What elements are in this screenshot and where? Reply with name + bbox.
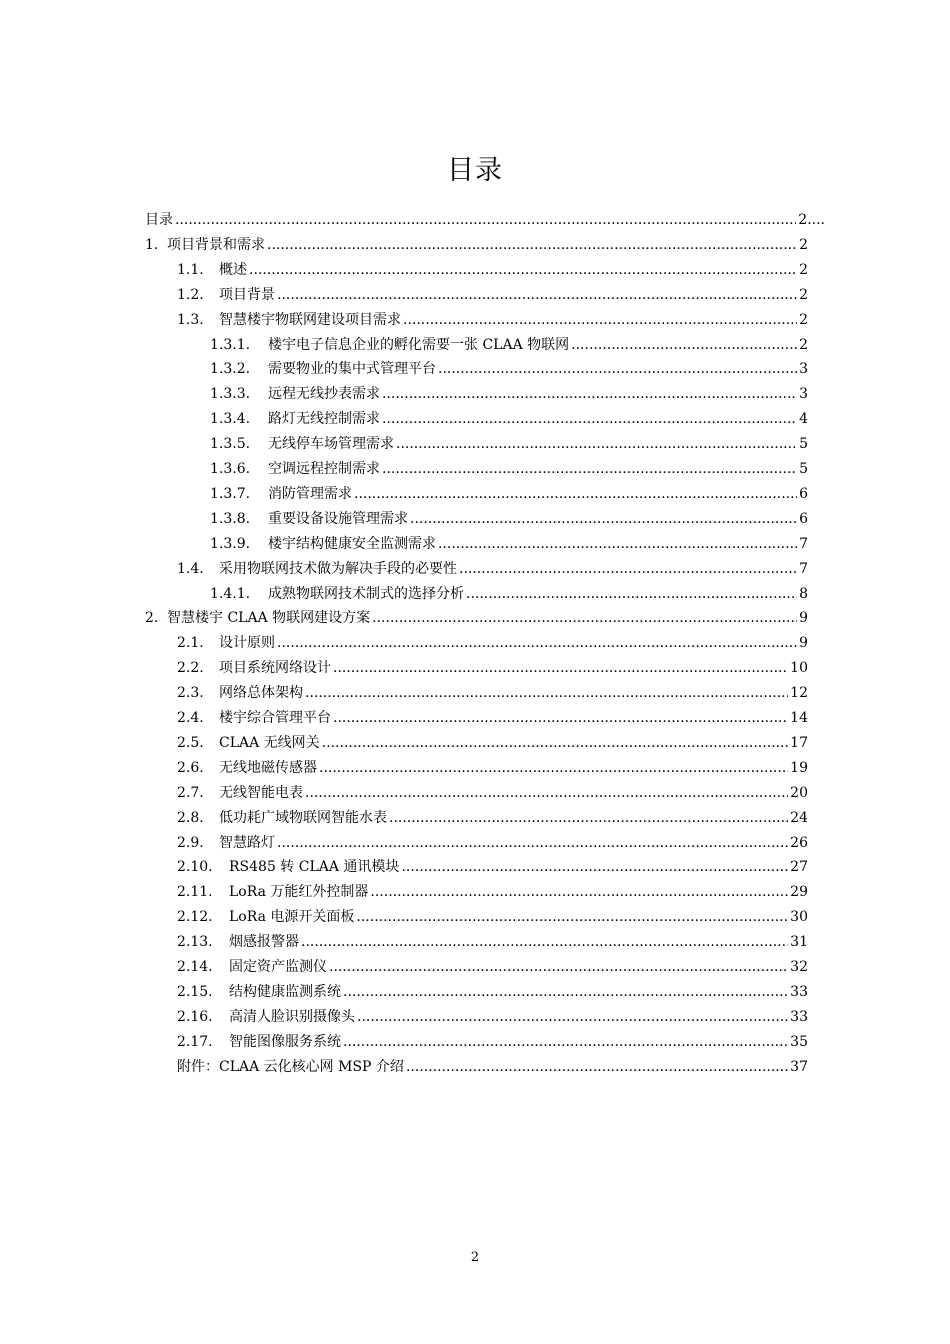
toc-entry-page: 12	[790, 685, 808, 702]
toc-entry-title: LoRa 万能红外控制器	[229, 884, 369, 901]
toc-entry-title: 消防管理需求	[268, 485, 352, 502]
toc-entry[interactable]	[177, 927, 808, 951]
toc-leader-dots	[343, 1033, 788, 1051]
toc-entry-title: 固定资产监测仪	[229, 959, 327, 975]
toc-entry-number: 2.12.	[177, 909, 213, 926]
toc-leader-dots	[301, 933, 788, 951]
toc-entry-title: 无线停车场管理需求	[268, 436, 394, 453]
toc-leader-dots	[305, 684, 788, 702]
toc-entry-title: 智慧楼宇 CLAA 物联网建设方案	[167, 610, 371, 627]
toc-entry-page: 6	[799, 485, 808, 502]
toc-entry[interactable]	[177, 255, 808, 279]
toc-leader-dots	[372, 609, 797, 627]
toc-entry[interactable]	[177, 554, 808, 578]
toc-entry-number: 1.1.	[177, 261, 204, 278]
toc-entry[interactable]	[177, 803, 808, 827]
toc-entry-number: 2.8.	[177, 809, 204, 826]
toc-entry[interactable]	[210, 529, 808, 553]
toc-leader-dots	[277, 286, 797, 304]
toc-entry-page: 19	[790, 759, 808, 776]
toc-entry-number: 2.14.	[177, 959, 213, 975]
toc-entry[interactable]	[210, 429, 808, 453]
toc-entry[interactable]	[177, 753, 808, 777]
toc-entry[interactable]	[177, 628, 808, 652]
toc-entry-page: 26	[790, 834, 808, 851]
toc-leader-dots	[305, 784, 788, 802]
toc-entry-title: 楼宇综合管理平台	[219, 710, 331, 726]
toc-entry-page: 37	[790, 1058, 808, 1075]
toc-entry-page: 35	[790, 1033, 808, 1050]
toc-entry-number: 1.3.	[177, 311, 204, 328]
toc-entry-page: 3	[799, 386, 808, 403]
toc-entry-number: 2.6.	[177, 759, 204, 776]
toc-entry-number: 2.5.	[177, 734, 204, 751]
toc-entry[interactable]	[210, 454, 808, 478]
toc-entry-page: 9	[799, 635, 808, 652]
toc-entry-title: 楼宇结构健康安全监测需求	[268, 535, 436, 552]
toc-entry-title: 路灯无线控制需求	[268, 411, 380, 428]
toc-entry[interactable]	[210, 354, 808, 378]
toc-entry-title: 项目系统网络设计	[219, 660, 331, 677]
toc-entry-title: 项目背景和需求	[167, 236, 265, 253]
toc-entry-page: 31	[790, 934, 808, 951]
toc-leader-dots	[438, 360, 797, 378]
toc-entry-title: 附件：CLAA 云化核心网 MSP 介绍	[177, 1058, 404, 1075]
toc-entry-number: 2.2.	[177, 660, 204, 677]
toc-leader-dots	[329, 958, 788, 976]
toc-entry-page: 2....	[798, 212, 825, 228]
toc-leader-dots	[357, 1008, 788, 1026]
toc-entry[interactable]	[177, 778, 808, 802]
toc-leader-dots	[356, 908, 788, 926]
toc-entry-title: 需要物业的集中式管理平台	[268, 361, 436, 378]
toc-entry-page: 4	[799, 411, 808, 428]
toc-entry-title: 无线地磁传感器	[219, 759, 317, 776]
toc-entry-page: 30	[790, 909, 808, 926]
toc-entry-number: 1.3.8.	[210, 510, 251, 527]
toc-leader-dots	[382, 410, 797, 428]
toc-entry-number: 2.15.	[177, 983, 213, 1000]
toc-entry[interactable]	[177, 852, 808, 876]
toc-leader-dots	[343, 983, 788, 1001]
toc-entry-title: 无线智能电表	[219, 784, 303, 801]
toc-entry-number: 1.3.2.	[210, 361, 251, 378]
toc-entry[interactable]	[177, 280, 808, 304]
toc-leader-dots	[382, 385, 797, 403]
toc-entry-title: 概述	[219, 261, 247, 278]
toc-entry-number: 1.3.1.	[210, 336, 251, 353]
toc-leader-dots	[267, 236, 797, 254]
toc-leader-dots	[466, 585, 797, 603]
toc-entry[interactable]	[177, 678, 808, 702]
toc-entry-title: 成熟物联网技术制式的选择分析	[268, 585, 464, 602]
toc-entry[interactable]	[145, 230, 808, 254]
toc-entry-number: 1.4.1.	[210, 585, 251, 602]
toc-entry-title: RS485 转 CLAA 通讯模块	[229, 859, 400, 876]
toc-entry-page: 20	[790, 784, 808, 801]
toc-entry-page: 14	[790, 710, 808, 726]
toc-entry-title: 智慧路灯	[219, 834, 275, 851]
toc-leader-dots	[410, 510, 797, 528]
toc-leader-dots	[277, 834, 788, 852]
toc-entry-page: 5	[799, 461, 808, 477]
toc-entry-title: 采用物联网技术做为解决手段的必要性	[219, 560, 457, 577]
toc-leader-dots	[319, 759, 788, 777]
toc-entry-title: CLAA 无线网关	[219, 734, 320, 751]
toc-entry-title: 楼宇电子信息企业的孵化需要一张 CLAA 物联网	[268, 336, 570, 353]
toc-entry[interactable]	[177, 1027, 808, 1051]
toc-leader-dots	[277, 634, 797, 652]
toc-entry[interactable]	[210, 504, 808, 528]
toc-entry-page: 5	[799, 436, 808, 453]
toc-entry-number: 2.	[145, 610, 159, 627]
toc-entry[interactable]	[177, 703, 808, 727]
toc-entry[interactable]	[177, 728, 808, 752]
toc-entry[interactable]	[177, 1052, 808, 1076]
toc-leader-dots	[370, 883, 788, 901]
toc-leader-dots	[403, 311, 797, 329]
toc-entry[interactable]	[210, 479, 808, 503]
toc-entry-title: 网络总体架构	[219, 685, 303, 702]
toc-entry-number: 1.3.7.	[210, 485, 251, 502]
toc-entry-page: 29	[790, 884, 808, 901]
toc-entry-page: 2	[799, 336, 808, 353]
toc-entry-title: 高清人脸识别摄像头	[229, 1008, 355, 1025]
toc-entry[interactable]	[177, 977, 808, 1001]
toc-entry[interactable]	[210, 379, 808, 403]
toc-entry-page: 6	[799, 510, 808, 527]
toc-entry[interactable]	[177, 1002, 808, 1026]
toc-entry-number: 2.4.	[177, 710, 204, 726]
toc-entry-page: 2	[799, 311, 808, 328]
toc-entry-number: 1.	[145, 236, 159, 253]
toc-entry-number: 2.9.	[177, 834, 204, 851]
toc-entry-number: 2.11.	[177, 884, 213, 901]
toc-entry[interactable]	[177, 952, 808, 976]
toc-entry-number: 2.16.	[177, 1008, 213, 1025]
toc-entry-title: 空调远程控制需求	[268, 461, 380, 477]
toc-leader-dots	[249, 261, 797, 279]
toc-entry[interactable]	[177, 828, 808, 852]
toc-entry[interactable]	[210, 404, 808, 428]
toc-entry-page: 32	[790, 959, 808, 975]
toc-entry[interactable]	[177, 653, 808, 677]
toc-entry-page: 8	[799, 585, 808, 602]
toc-entry[interactable]	[177, 877, 808, 901]
toc-entry-page: 24	[790, 809, 808, 826]
toc-leader-dots	[401, 858, 788, 876]
toc-entry-page: 7	[799, 535, 808, 552]
toc-entry[interactable]	[177, 305, 808, 329]
toc-entry-number: 1.3.9.	[210, 535, 251, 552]
toc-entry-title: 结构健康监测系统	[229, 983, 341, 1000]
toc-leader-dots	[396, 435, 797, 453]
toc-entry-title: LoRa 电源开关面板	[229, 909, 355, 926]
toc-leader-dots	[571, 336, 797, 354]
toc-entry-page: 7	[799, 560, 808, 577]
toc-entry-page: 2	[799, 236, 808, 253]
toc-entry-number: 2.7.	[177, 784, 204, 801]
toc-leader-dots	[389, 809, 788, 827]
toc-entry-title: 目录	[145, 212, 173, 228]
toc-entry-title: 重要设备设施管理需求	[268, 510, 408, 527]
toc-entry-number: 1.2.	[177, 286, 204, 303]
toc-leader-dots	[354, 485, 797, 503]
toc-entry-page: 9	[799, 610, 808, 627]
toc-leader-dots	[406, 1058, 788, 1076]
toc-entry-title: 远程无线抄表需求	[268, 386, 380, 403]
toc-entry-page: 10	[790, 660, 808, 677]
toc-entry-number: 1.3.3.	[210, 386, 251, 403]
toc-entry-page: 33	[790, 1008, 808, 1025]
toc-entry-number: 1.4.	[177, 560, 204, 577]
toc-entry-page: 3	[799, 361, 808, 378]
toc-leader-dots	[175, 211, 796, 229]
toc-leader-dots	[382, 460, 797, 478]
toc-entry-page: 33	[790, 983, 808, 1000]
toc-entry[interactable]	[177, 902, 808, 926]
toc-entry-number: 2.1.	[177, 635, 204, 652]
toc-leader-dots	[322, 734, 788, 752]
toc-entry-page: 17	[790, 734, 808, 751]
toc-entry-page: 2	[799, 261, 808, 278]
toc-leader-dots	[333, 659, 788, 677]
toc-entry[interactable]	[210, 579, 808, 603]
toc-leader-dots	[459, 560, 797, 578]
toc-entry[interactable]	[145, 603, 808, 627]
toc-entry-number: 2.3.	[177, 685, 204, 702]
toc-entry-number: 1.3.5.	[210, 436, 251, 453]
toc-leader-dots	[438, 535, 797, 553]
toc-entry-title: 智慧楼宇物联网建设项目需求	[219, 311, 401, 328]
toc-entry-page: 2	[799, 286, 808, 303]
toc-leader-dots	[333, 709, 788, 727]
toc-entry[interactable]	[145, 205, 825, 229]
toc-entry-page: 27	[790, 859, 808, 876]
toc-entry-title: 设计原则	[219, 635, 275, 652]
toc-entry[interactable]	[210, 330, 808, 354]
page-title: 目录	[447, 155, 503, 186]
page-number: 2	[470, 1250, 480, 1265]
toc-entry-number: 2.10.	[177, 859, 213, 876]
toc-entry-title: 低功耗广域物联网智能水表	[219, 809, 387, 826]
toc-entry-number: 1.3.6.	[210, 461, 251, 477]
toc-entry-number: 2.13.	[177, 934, 213, 951]
toc-entry-number: 1.3.4.	[210, 411, 251, 428]
toc-entry-title: 智能图像服务系统	[229, 1033, 341, 1050]
toc-entry-title: 烟感报警器	[229, 934, 299, 951]
toc-entry-title: 项目背景	[219, 286, 275, 303]
toc-entry-number: 2.17.	[177, 1033, 213, 1050]
